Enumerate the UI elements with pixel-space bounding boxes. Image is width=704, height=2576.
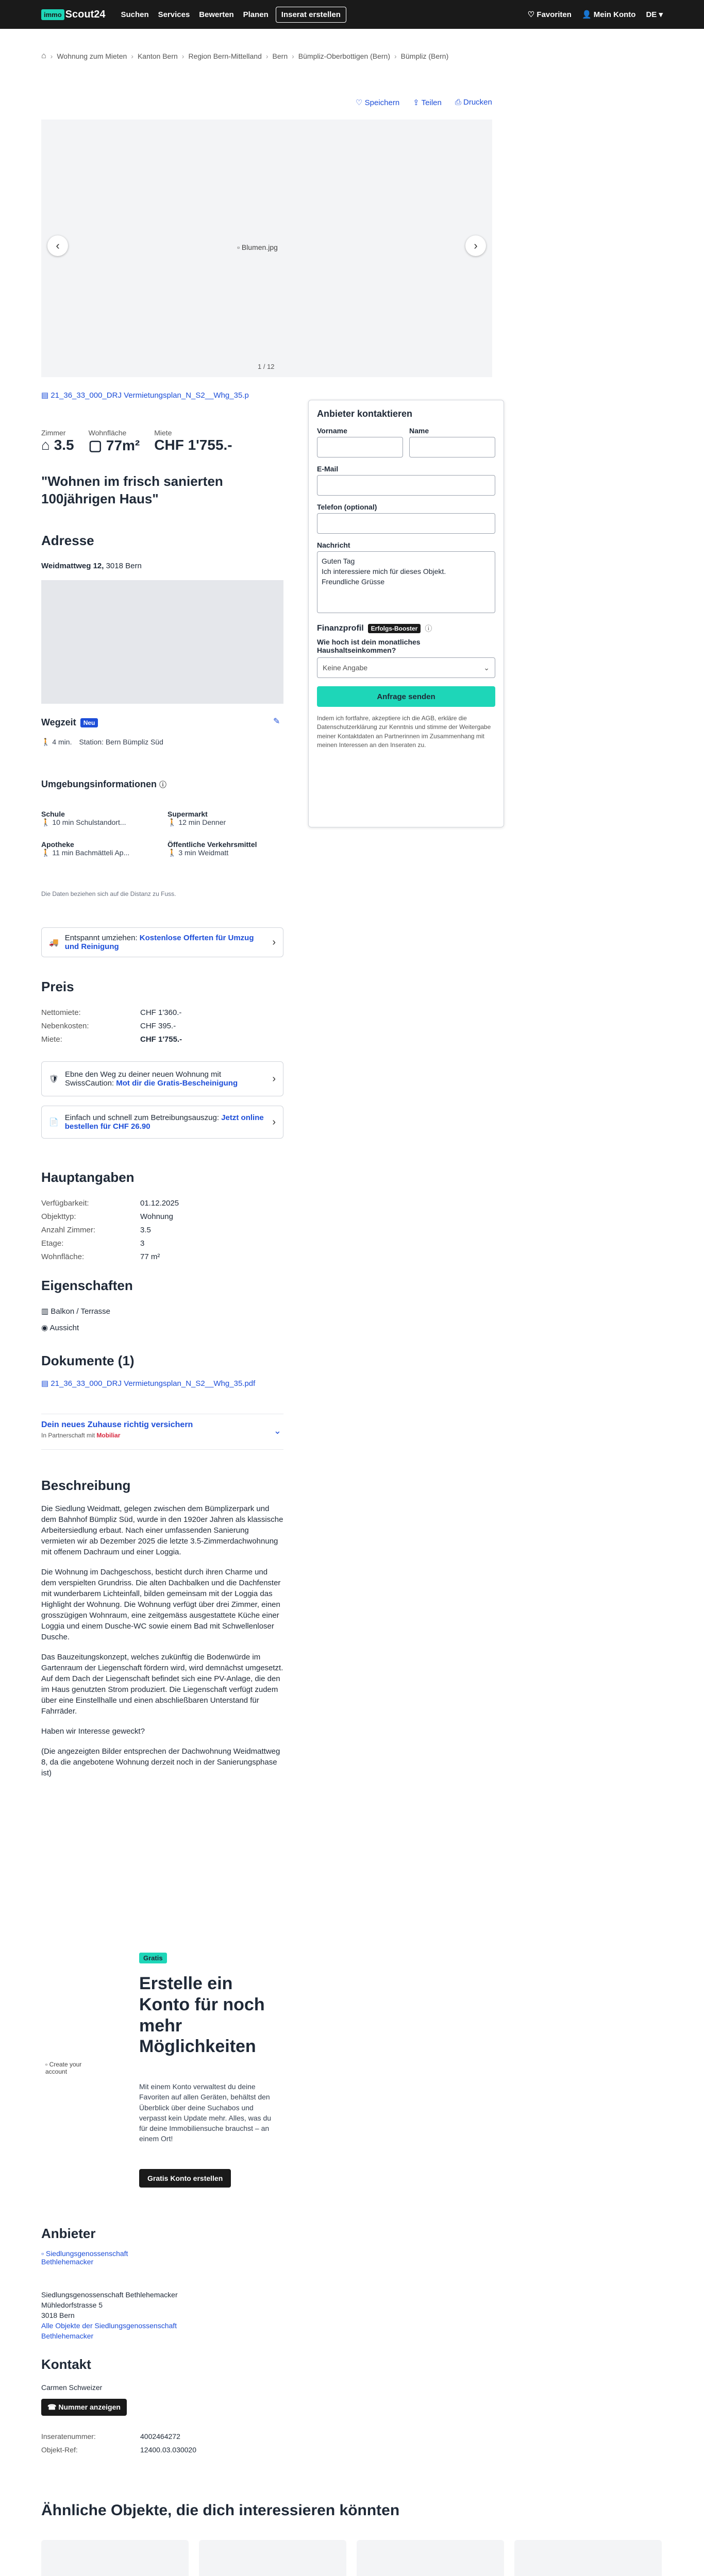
surrounding-supermarket xyxy=(167,810,283,827)
first-name-label: Vorname xyxy=(317,427,347,435)
favorites-link[interactable] xyxy=(528,10,572,19)
key-facts xyxy=(41,429,232,454)
show-number-label: Nummer anzeigen xyxy=(58,2403,121,2411)
provider-line: Siedlungsgenossenschaft Bethlehemacker xyxy=(41,2291,178,2299)
similar-card[interactable] xyxy=(357,2540,504,2576)
walk-icon: 🚶 xyxy=(41,818,53,826)
main-nav xyxy=(121,10,275,19)
document-link[interactable] xyxy=(41,1379,255,1388)
logo[interactable] xyxy=(41,9,105,21)
commute-label: Wegzeit xyxy=(41,717,76,727)
area-icon: ▢ xyxy=(88,437,106,453)
price-row xyxy=(41,1006,283,1019)
breadcrumb-item[interactable]: Bümpliz-Oberbottigen (Bern) xyxy=(298,52,390,60)
price-key: Miete: xyxy=(41,1035,62,1044)
description-text xyxy=(41,1503,283,1778)
message-label: Nachricht xyxy=(317,541,350,549)
phone-label: Telefon (optional) xyxy=(317,503,377,511)
documents-heading: Dokumente (1) xyxy=(41,1353,135,1368)
header-right xyxy=(528,10,663,19)
user-icon: 👤 xyxy=(581,10,594,19)
fact-area-value: 77m² xyxy=(106,437,140,453)
price-value: CHF 1'755.- xyxy=(140,1035,182,1044)
image-gallery[interactable] xyxy=(41,120,492,377)
commute-time: 4 min. xyxy=(52,738,72,746)
description-paragraph: Die Siedlung Weidmatt, gelegen zwischen dem Bümplizerpark und dem Bahnhof Bümpliz Süd, wurde in den 1920er Jahren als klassische Arbeitersiedlung erbaut. Nach einer umfassenden Sanierung vermieten wir ab Dezember 2025 die letzte 3.5-Zimmerdachwohnung mit offenem Dachraum und einer Loggia. xyxy=(41,1504,283,1556)
surroundings-grid xyxy=(41,810,283,857)
provider-heading: Anbieter xyxy=(41,2226,96,2241)
top-bar xyxy=(0,0,704,29)
breadcrumb-item[interactable]: Region Bern-Mittelland xyxy=(188,52,262,60)
account-promo-title: Erstelle ein Konto für noch mehr Möglichkeiten xyxy=(139,1974,265,2057)
description-paragraph: Das Bauzeitungskonzept, welches zukünftig die Bodenwürde im Gartenraum der Liegenschaft fördern wird, wird demnächst umgesetzt. Auf dem Dach der Liegenschaft befindet sich eine PV-Anlage, die den im Haus genutzten Strom produziert. Die Liegenschaft verfügt zudem über eine Einstellhalle und einen abschließbaren Unterstand für Fahrräder. xyxy=(41,1653,283,1716)
ref-key: Inseratenummer: xyxy=(41,2432,96,2441)
info-row xyxy=(41,1236,283,1250)
breadcrumb-item[interactable]: Wohnung zum Mieten xyxy=(57,52,127,60)
account-promo-image xyxy=(45,2061,102,2075)
surrounding-title: Supermarkt xyxy=(167,810,208,818)
first-name-input[interactable] xyxy=(317,437,403,457)
rooms-icon: ⌂ xyxy=(41,437,54,453)
save-button[interactable]: ♡ Speichern xyxy=(356,98,400,107)
finance-profile-label: Finanzprofil xyxy=(317,624,364,633)
ref-row xyxy=(41,2443,283,2456)
contact-refs xyxy=(41,2430,283,2456)
surrounding-text: 3 min Weidmatt xyxy=(178,849,229,857)
promo-debt-extract[interactable] xyxy=(41,1106,283,1139)
chevron-down-icon: ⌄ xyxy=(483,663,490,672)
info-key: Wohnfläche: xyxy=(41,1252,85,1261)
provider-logo-alt: Siedlungsgenossenschaft Bethlehemacker xyxy=(41,2249,128,2266)
walk-icon: 🚶 xyxy=(167,818,179,826)
account-promo xyxy=(41,1953,283,2200)
fact-area-label: Wohnfläche xyxy=(88,429,127,437)
chevron-right-icon: › xyxy=(272,936,276,948)
info-key: Anzahl Zimmer: xyxy=(41,1225,96,1234)
description-paragraph: (Die angezeigten Bilder entsprechen der Dachwohnung Weidmattweg 8, da die angebotene Wohnung derzeit noch in der Sanierungsphase ist) xyxy=(41,1747,280,1777)
address-heading: Adresse xyxy=(41,533,94,548)
info-value: 3.5 xyxy=(140,1225,151,1234)
fact-rooms-value: 3.5 xyxy=(54,437,74,453)
breadcrumb-separator: › xyxy=(50,52,53,60)
pdf-icon: ▤ xyxy=(41,391,51,400)
info-row xyxy=(41,1223,283,1236)
info-row xyxy=(41,1250,283,1263)
income-question: Wie hoch ist dein monatliches Haushaltseinkommen? xyxy=(317,638,421,654)
breadcrumb-separator: › xyxy=(394,52,397,60)
price-key: Nebenkosten: xyxy=(41,1021,89,1030)
share-label: Teilen xyxy=(421,98,442,107)
fact-rooms-label: Zimmer xyxy=(41,429,66,437)
address-city: 3018 Bern xyxy=(106,562,142,570)
address xyxy=(41,562,142,570)
breadcrumb-current: Bümpliz (Bern) xyxy=(400,52,449,60)
surrounding-text: 12 min Denner xyxy=(178,818,226,826)
walk-icon: 🚶 xyxy=(167,849,179,857)
show-number-button[interactable] xyxy=(41,2399,127,2416)
nav-planen[interactable]: Planen xyxy=(243,10,269,19)
logo-text: Scout24 xyxy=(65,8,106,20)
share-button[interactable]: ⇪ Teilen xyxy=(413,98,442,107)
fact-rent xyxy=(154,429,232,454)
commute-info xyxy=(41,738,163,747)
price-key: Nettomiete: xyxy=(41,1008,81,1017)
contact-form-heading: Anbieter kontaktieren xyxy=(317,409,413,419)
price-value: CHF 395.- xyxy=(140,1021,176,1030)
provider-logo[interactable] xyxy=(41,2249,144,2266)
surroundings-heading-text: Umgebungsinformationen xyxy=(41,779,157,789)
income-select-value: Keine Angabe xyxy=(323,664,368,672)
provider-line: 3018 Bern xyxy=(41,2311,75,2319)
main-info-table xyxy=(41,1196,283,1263)
features-heading: Eigenschaften xyxy=(41,1278,133,1293)
description-paragraph: Die Wohnung im Dachgeschoss, besticht durch ihren Charme und dem verspielten Grundriss. Die alten Dachbalken und die Dachfenster mit wunderbarem Lichteinfall, bilden gemeinsam mit der Loggia das Highlight der Wohnung. Die Wohnung verfügt über drei Zimmer, einen grosszügigen Wohnraum, eine zeitgemäss ausgestattete Küche einer Loggia und einem Dusche-WC sowie einem Bad mit Schwellenloser Dusche. xyxy=(41,1568,281,1641)
account-promo-image-alt: Create your account xyxy=(45,2061,82,2075)
price-heading: Preis xyxy=(41,979,74,994)
truck-icon: 🚚 xyxy=(49,938,59,947)
legal-text: Indem ich fortfahre, akzeptiere ich die AGB, erkläre die Datenschutzerklärung zur Kenntnis und stimme der Weitergabe meiner Kontaktdaten an Partnerinnen im Zusammenhang mit meinen Interessen an den Inseraten zu. xyxy=(317,715,491,749)
gallery-prev-button[interactable]: ‹ xyxy=(47,235,68,256)
fact-rent-value: CHF 1'755.- xyxy=(154,437,232,453)
breadcrumb-item[interactable]: Kanton Bern xyxy=(137,52,178,60)
edit-icon[interactable]: ✎ xyxy=(273,717,280,726)
promo-moving[interactable] xyxy=(41,927,283,957)
feature-label: Aussicht xyxy=(49,1324,79,1332)
chevron-right-icon: › xyxy=(272,1073,276,1084)
info-key: Objekttyp: xyxy=(41,1212,76,1221)
breadcrumb-separator: › xyxy=(131,52,133,60)
info-key: Etage: xyxy=(41,1239,64,1248)
gallery-image-alt: Blumen.jpg xyxy=(241,243,278,251)
favorites-label: Favoriten xyxy=(537,10,572,19)
shield-icon: 🛡 xyxy=(49,1075,59,1083)
new-badge: Neu xyxy=(80,718,98,727)
similar-card[interactable] xyxy=(41,2540,189,2576)
commute-station: Station: Bern Bümpliz Süd xyxy=(79,738,163,746)
heart-icon: ♡ xyxy=(527,10,537,19)
promo-swisscaution-text: Ebne den Weg zu deiner neuen Wohnung mit SwissCaution: xyxy=(65,1070,222,1088)
surrounding-title: Schule xyxy=(41,810,65,818)
surrounding-title: Apotheke xyxy=(41,840,74,849)
provider-line: Mühledorfstrasse 5 xyxy=(41,2301,103,2309)
fact-area xyxy=(89,429,140,454)
feature-label: Balkon / Terrasse xyxy=(51,1307,110,1316)
email-field[interactable] xyxy=(317,475,495,496)
chevron-right-icon: › xyxy=(272,1116,276,1128)
contact-form xyxy=(308,400,504,827)
surrounding-school xyxy=(41,810,157,827)
promo-swisscaution-link[interactable]: Mot dir die Gratis-Bescheinigung xyxy=(116,1079,238,1088)
listing-title: "Wohnen im frisch sanierten 100jährigen Haus" xyxy=(41,473,223,506)
features-list xyxy=(41,1303,110,1336)
info-row xyxy=(41,1196,283,1210)
income-select[interactable] xyxy=(317,657,495,678)
walk-icon: 🚶 xyxy=(41,738,53,746)
fact-rooms xyxy=(41,429,74,454)
price-table xyxy=(41,1006,283,1046)
nav-bewerten[interactable]: Bewerten xyxy=(199,10,234,19)
surroundings-note: Die Daten beziehen sich auf die Distanz zu Fuss. xyxy=(41,890,176,897)
create-listing-button[interactable]: Inserat erstellen xyxy=(276,7,346,23)
ref-key: Objekt-Ref: xyxy=(41,2446,78,2454)
walk-icon: 🚶 xyxy=(41,849,53,857)
info-icon[interactable]: ⓘ xyxy=(425,624,432,633)
view-icon: ◉ xyxy=(41,1324,50,1332)
language-label: DE xyxy=(646,10,657,19)
account-promo-text: Mit einem Konto verwaltest du deine Favoriten auf allen Geräten, behältst den Überblick über deine Suchabos und verpasst kein Update mehr. Alles, was du für deine Immobiliensuche brauchst – an einem Ort! xyxy=(139,2082,272,2143)
promo-moving-text: Entspannt umziehen: xyxy=(64,934,138,942)
message-textarea[interactable]: Guten Tag Ich interessiere mich für dieses Objekt. Freundliche Grüsse xyxy=(317,551,495,613)
feature-item xyxy=(41,1320,110,1336)
surrounding-title: Öffentliche Verkehrsmittel xyxy=(167,840,257,849)
similar-card[interactable] xyxy=(199,2540,346,2576)
gratis-badge: Gratis xyxy=(139,1953,167,1963)
surroundings-heading xyxy=(41,779,166,790)
info-value: 01.12.2025 xyxy=(140,1198,179,1208)
home-icon[interactable]: ⌂ xyxy=(41,52,46,60)
nav-services[interactable]: Services xyxy=(158,10,190,19)
info-value: 77 m² xyxy=(140,1252,160,1261)
breadcrumb-separator: › xyxy=(292,52,294,60)
account-label: Mein Konto xyxy=(593,10,636,19)
breadcrumb-separator: › xyxy=(181,52,185,60)
contact-name: Carmen Schweizer xyxy=(41,2383,103,2392)
fact-rent-label: Miete xyxy=(154,429,172,437)
info-row xyxy=(41,1210,283,1223)
ref-value: 12400.03.030020 xyxy=(140,2446,196,2454)
document-icon: 📄 xyxy=(49,1118,59,1127)
promo-moving-link[interactable]: Kostenlose Offerten für Umzug und Reinigung xyxy=(64,934,254,951)
insurance-promo[interactable] xyxy=(41,1414,283,1450)
info-value: Wohnung xyxy=(140,1212,173,1221)
price-value: CHF 1'360.- xyxy=(140,1008,182,1017)
promo-debt-text: Einfach und schnell zum Betreibungsauszug: xyxy=(64,1113,220,1122)
gallery-counter: 1 / 12 xyxy=(258,363,275,370)
last-name-input[interactable] xyxy=(409,437,495,457)
surrounding-transport xyxy=(167,840,283,857)
insurance-partner: In Partnerschaft mit xyxy=(41,1432,95,1439)
chevron-down-icon: ⌄ xyxy=(273,1426,281,1436)
description-paragraph: Haben wir Interesse geweckt? xyxy=(41,1727,145,1736)
balcony-icon: ▥ xyxy=(41,1307,51,1316)
similar-heading: Ähnliche Objekte, die dich interessieren könnten xyxy=(41,2502,400,2519)
plan-pdf-label: 21_36_33_000_DRJ Vermietungsplan_N_S2__Whg_35.p xyxy=(51,391,249,400)
language-switch[interactable]: DE ▾ xyxy=(646,10,663,19)
map[interactable] xyxy=(41,580,283,704)
provider-all-listings-link[interactable]: Alle Objekte der Siedlungsgenossenschaft Bethlehemacker xyxy=(41,2321,177,2340)
account-link[interactable] xyxy=(582,10,636,19)
success-booster-badge: Erfolgs-Booster xyxy=(368,624,421,633)
info-icon[interactable]: ⓘ xyxy=(159,781,167,789)
info-key: Verfügbarkeit: xyxy=(41,1198,89,1208)
insurance-title: Dein neues Zuhause richtig versichern xyxy=(41,1420,193,1429)
pdf-icon: ▤ xyxy=(41,1379,51,1388)
feature-item xyxy=(41,1303,110,1320)
listing-actions xyxy=(356,98,492,107)
main-info-heading: Hauptangaben xyxy=(41,1170,135,1185)
mobiliar-logo: Mobiliar xyxy=(96,1432,121,1439)
broken-image-icon: ▫ xyxy=(41,2249,46,2258)
email-label: E-Mail xyxy=(317,465,339,473)
broken-image-icon: ▫ xyxy=(237,243,242,251)
price-row xyxy=(41,1032,283,1046)
gallery-image xyxy=(237,243,278,251)
ref-value: 4002464272 xyxy=(140,2432,180,2441)
promo-swisscaution[interactable] xyxy=(41,1061,283,1096)
send-request-button[interactable]: Anfrage senden xyxy=(317,686,495,707)
document-label: 21_36_33_000_DRJ Vermietungsplan_N_S2__Whg_35.pdf xyxy=(51,1379,256,1388)
gallery-next-button[interactable]: › xyxy=(465,235,486,256)
similar-card[interactable] xyxy=(514,2540,662,2576)
commute xyxy=(41,717,98,728)
provider-address xyxy=(41,2290,227,2341)
contact-heading: Kontakt xyxy=(41,2357,91,2372)
print-button[interactable]: ⎙ Drucken xyxy=(455,98,492,107)
price-row xyxy=(41,1019,283,1032)
logo-badge: immo xyxy=(41,9,64,20)
info-value: 3 xyxy=(140,1239,145,1248)
plan-pdf-link[interactable] xyxy=(41,391,249,400)
surrounding-text: 11 min Bachmätteli Ap... xyxy=(52,849,130,857)
phone-icon: ☎ xyxy=(47,2403,59,2411)
last-name-label: Name xyxy=(409,427,429,435)
nav-suchen[interactable]: Suchen xyxy=(121,10,149,19)
broken-image-icon: ▫ xyxy=(45,2061,49,2068)
address-street: Weidmattweg 12, xyxy=(41,562,104,570)
breadcrumb-item[interactable]: Bern xyxy=(272,52,288,60)
description-heading: Beschreibung xyxy=(41,1478,131,1493)
surrounding-text: 10 min Schulstandort... xyxy=(52,818,126,826)
promo-debt-link[interactable]: Jetzt online bestellen für CHF 26.90 xyxy=(64,1113,264,1131)
save-label: Speichern xyxy=(364,98,400,107)
create-account-button[interactable]: Gratis Konto erstellen xyxy=(139,2169,231,2188)
print-label: Drucken xyxy=(463,98,492,107)
ref-row xyxy=(41,2430,283,2443)
surrounding-pharmacy xyxy=(41,840,157,857)
breadcrumb xyxy=(41,52,663,61)
breadcrumb-separator: › xyxy=(265,52,269,60)
phone-field[interactable] xyxy=(317,513,495,534)
